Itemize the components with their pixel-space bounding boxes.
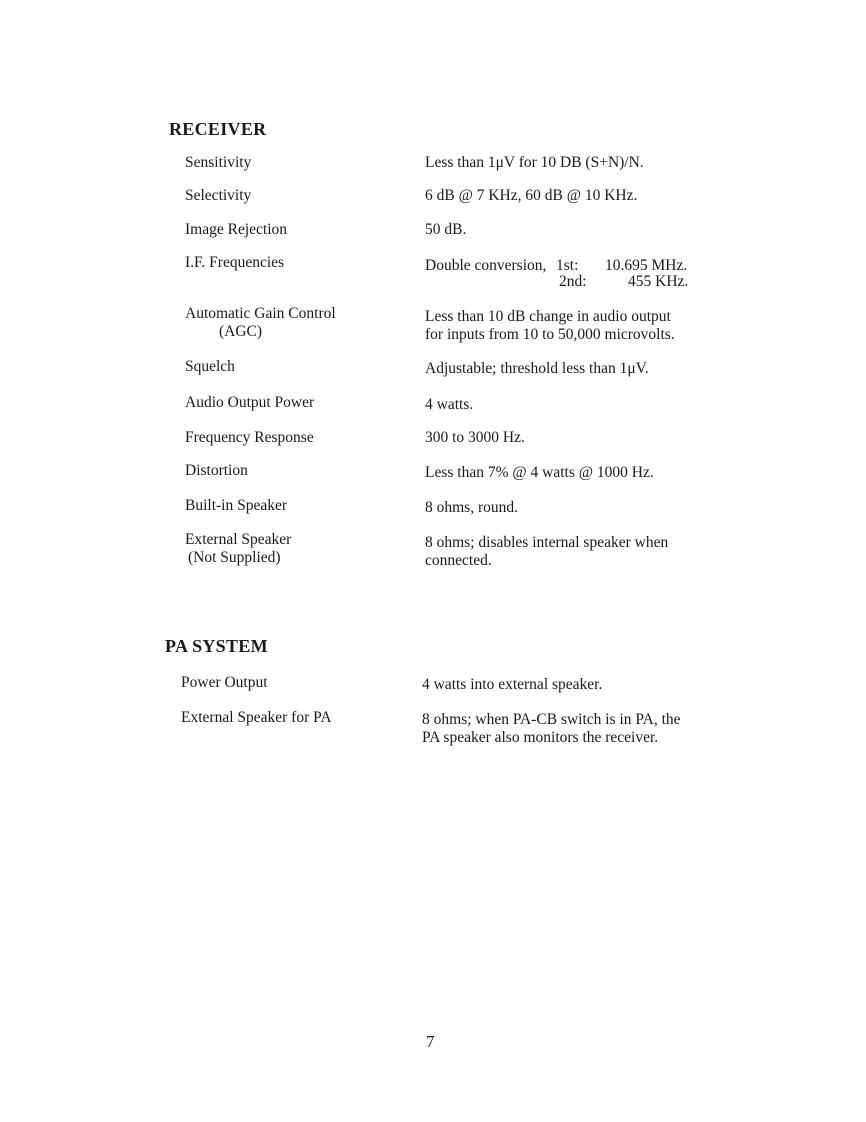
spec-label-external-speaker-line2: (Not Supplied) — [188, 549, 281, 566]
if-line2-key: 2nd: — [559, 273, 587, 290]
spec-label-sensitivity: Sensitivity — [185, 154, 252, 171]
spec-label-external-speaker-pa: External Speaker for PA — [181, 709, 332, 726]
spec-label-audio-output-power: Audio Output Power — [185, 394, 315, 411]
spec-value-external-speaker-line2: connected. — [425, 552, 492, 569]
spec-label-agc-line1: Automatic Gain Control — [185, 305, 336, 322]
spec-value-external-speaker — [425, 534, 668, 570]
spec-value-built-in-speaker: 8 ohms, round. — [425, 499, 518, 516]
spec-value-sensitivity: Less than 1μV for 10 DB (S+N)/N. — [425, 154, 644, 171]
spec-value-agc — [425, 308, 675, 344]
spec-value-audio-output-power: 4 watts. — [425, 396, 474, 413]
if-line2-val: 455 KHz. — [628, 273, 689, 290]
spec-value-external-speaker-pa-line1: 8 ohms; when PA-CB switch is in PA, the — [422, 711, 681, 728]
spec-value-if-frequencies — [425, 257, 689, 290]
spec-label-built-in-speaker: Built-in Speaker — [185, 497, 288, 514]
page-number: 7 — [426, 1032, 435, 1051]
spec-value-image-rejection: 50 dB. — [425, 221, 467, 238]
spec-label-agc — [185, 305, 336, 341]
spec-label-squelch: Squelch — [185, 358, 235, 375]
spec-value-squelch: Adjustable; threshold less than 1μV. — [425, 360, 649, 377]
if-line1-prefix: Double conversion, — [425, 257, 547, 274]
spec-label-image-rejection: Image Rejection — [185, 221, 287, 238]
spec-value-external-speaker-line1: 8 ohms; disables internal speaker when — [425, 534, 669, 551]
spec-label-frequency-response: Frequency Response — [185, 429, 314, 446]
spec-label-external-speaker-line1: External Speaker — [185, 531, 292, 548]
spec-label-if-frequencies: I.F. Frequencies — [185, 254, 285, 271]
spec-label-agc-line2: (AGC) — [219, 323, 263, 340]
spec-label-distortion: Distortion — [185, 462, 248, 479]
spec-value-agc-line2: for inputs from 10 to 50,000 microvolts. — [425, 326, 675, 343]
section-title-pa-system: PA SYSTEM — [165, 636, 268, 656]
spec-value-external-speaker-pa — [422, 711, 681, 747]
spec-label-selectivity: Selectivity — [185, 187, 252, 204]
spec-value-selectivity: 6 dB @ 7 KHz, 60 dB @ 10 KHz. — [425, 187, 638, 204]
spec-value-agc-line1: Less than 10 dB change in audio output — [425, 308, 671, 325]
spec-value-power-output: 4 watts into external speaker. — [422, 676, 603, 693]
section-title-receiver: RECEIVER — [169, 119, 267, 139]
spec-value-external-speaker-pa-line2: PA speaker also monitors the receiver. — [422, 729, 659, 746]
spec-label-external-speaker — [185, 531, 291, 567]
if-line1-val: 10.695 MHz. — [605, 257, 688, 274]
spec-value-distortion: Less than 7% @ 4 watts @ 1000 Hz. — [425, 464, 654, 481]
spec-label-power-output: Power Output — [181, 674, 268, 691]
spec-value-frequency-response: 300 to 3000 Hz. — [425, 429, 525, 446]
if-line1-key: 1st: — [556, 257, 579, 274]
